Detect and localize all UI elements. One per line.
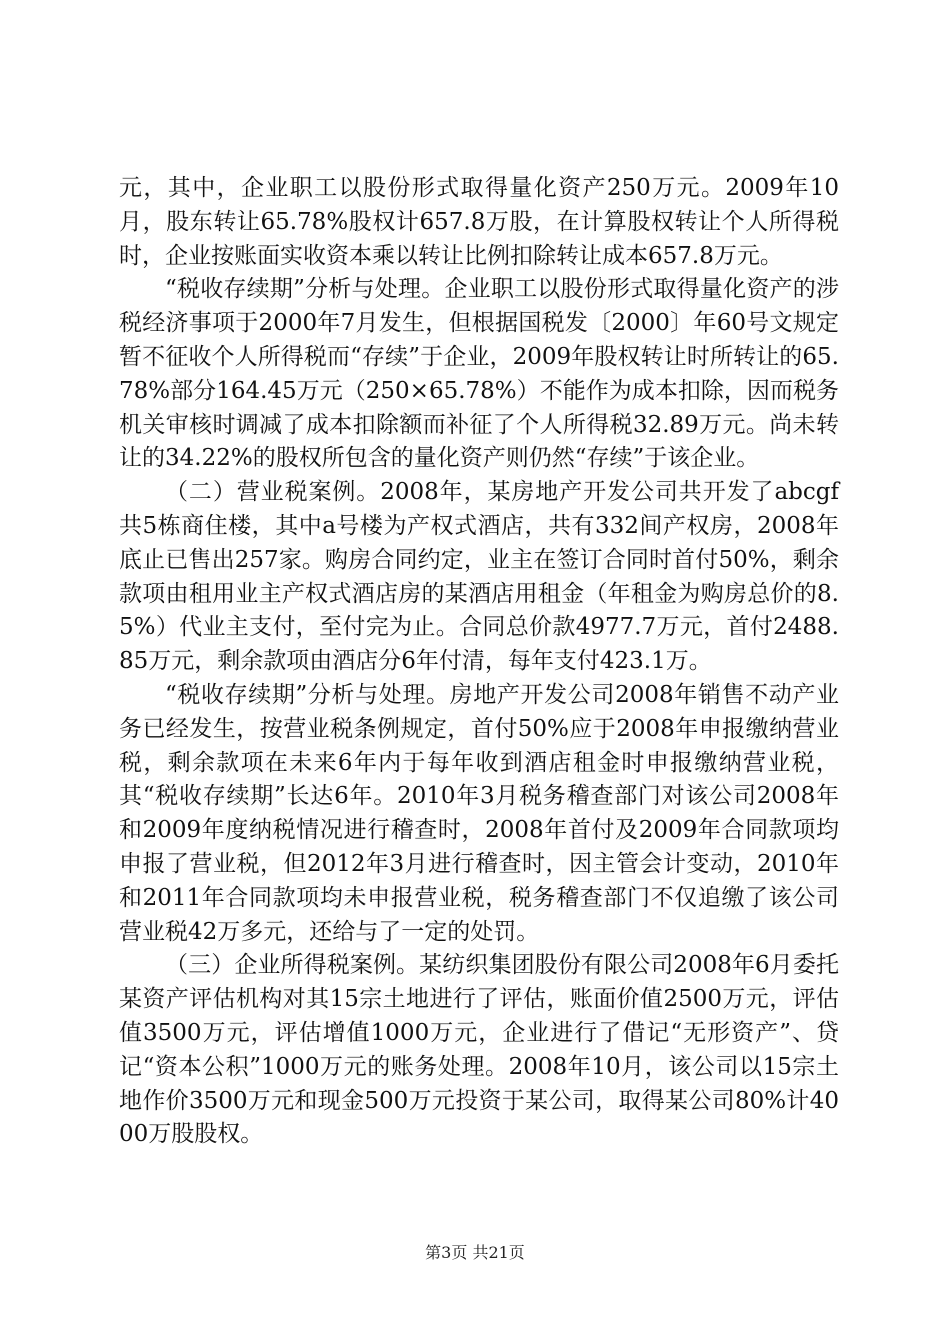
paragraph-analysis-personal-income-tax: “税收存续期”分析与处理。企业职工以股份形式取得量化资产的涉税经济事项于2000年7月发生，但根据国税发〔2000〕年60号文规定暂不征收个人所得税而“存续”于企业，2009年股权转让时所转让的65.78%部分164.45万元（250×65.78%）不能作为成本扣除，因而税务机关审核时调减了成本扣除额而补征了个人所得税32.89万元。尚未转让的34.22%的股权所包含的量化资产则仍然“存续”于该企业。: [119, 276, 839, 472]
paragraph-continuation: 元，其中，企业职工以股份形式取得量化资产250万元。2009年10月，股东转让65.78%股权计657.8万股，在计算股权转让个人所得税时，企业按账面实收资本乘以转让比例扣除转让成本657.8万元。: [119, 175, 839, 269]
paragraph-analysis-business-tax: “税收存续期”分析与处理。房地产开发公司2008年销售不动产业务已经发生，按营业税条例规定，首付50%应于2008年申报缴纳营业税，剩余款项在未来6年内于每年收到酒店租金时申报缴纳营业税，其“税收存续期”长达6年。2010年3月税务稽查部门对该公司2008年和2009年度纳税情况进行稽查时，2008年首付及2009年合同款项均申报了营业税，但2012年3月进行稽查时，因主管会计变动，2010年和2011年合同款项均未申报营业税，税务稽查部门不仅追缴了该公司营业税42万多元，还给与了一定的处罚。: [119, 681, 839, 945]
paragraph-business-tax-case: （二）营业税案例。2008年，某房地产开发公司共开发了abcgf共5栋商住楼，其中a号楼为产权式酒店，共有332间产权房，2008年底止已售出257家。购房合同约定，业主在签订合同时首付50%，剩余款项由租用业主产权式酒店房的某酒店用租金（年租金为购房总价的8.5%）代业主支付，至付完为止。合同总价款4977.7万元，首付2488.85万元，剩余款项由酒店分6年付清，每年支付423.1万。: [119, 479, 839, 675]
document-body: [119, 172, 839, 1152]
paragraph-enterprise-income-tax-case: （三）企业所得税案例。某纺织集团股份有限公司2008年6月委托某资产评估机构对其15宗土地进行了评估，账面价值2500万元，评估值3500万元，评估增值1000万元，企业进行了借记“无形资产”、贷记“资本公积”1000万元的账务处理。2008年10月，该公司以15宗土地作价3500万元和现金500万元投资于某公司，取得某公司80%计4000万股股权。: [119, 952, 839, 1148]
page-footer: 第3页 共21页: [425, 1243, 525, 1262]
